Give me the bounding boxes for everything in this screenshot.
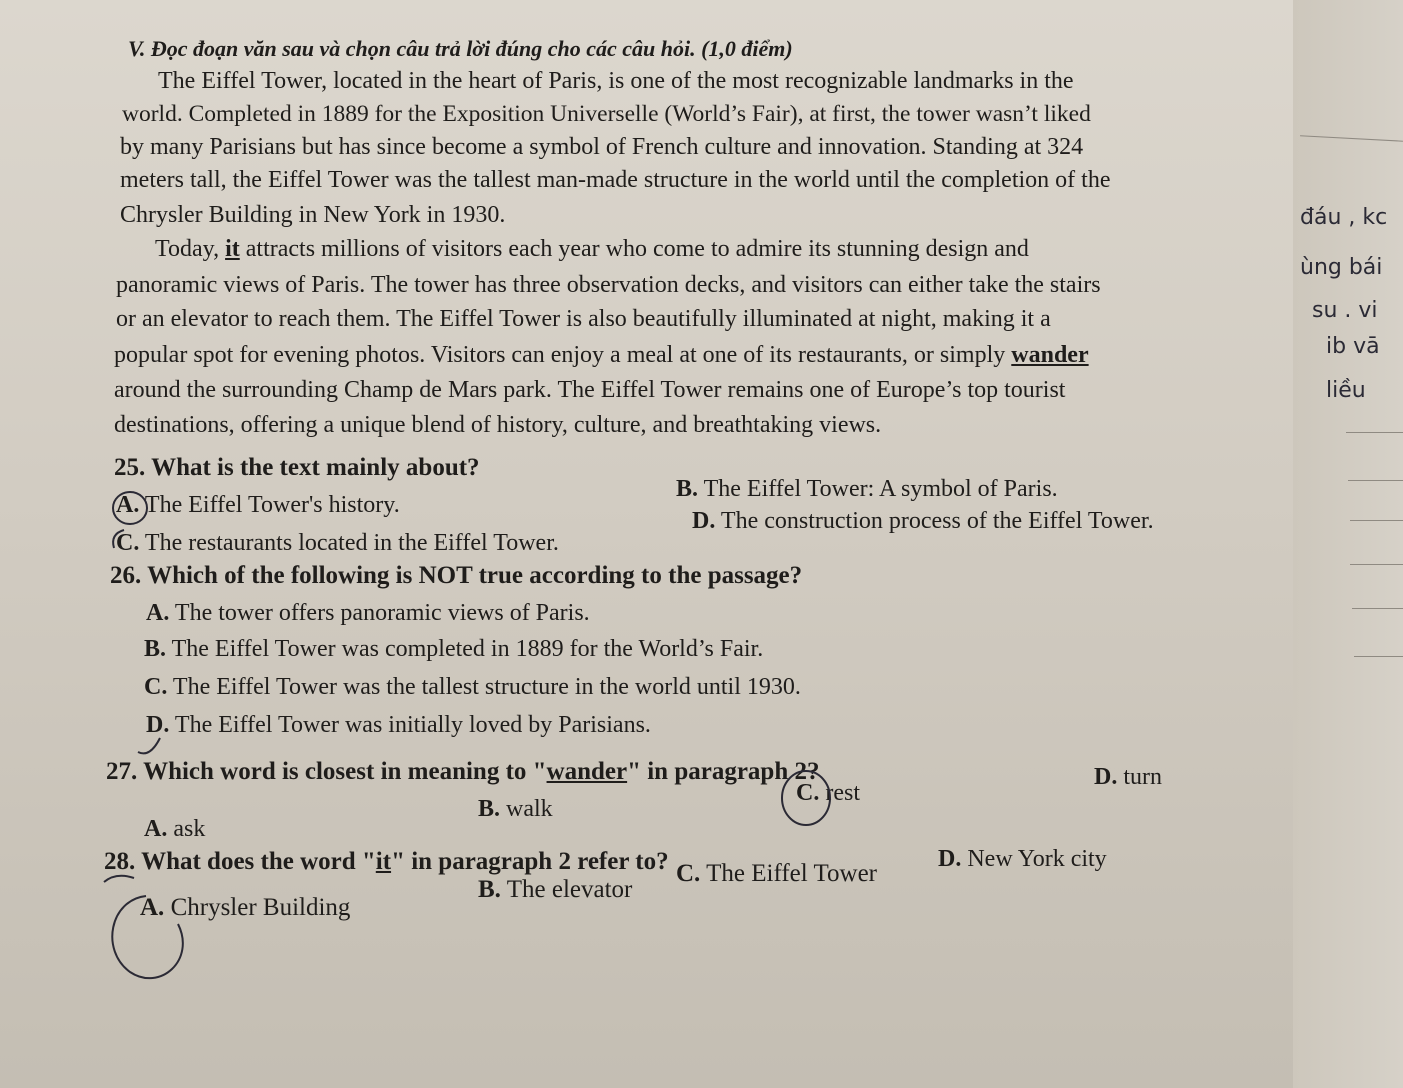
option-text: ask (173, 816, 206, 842)
option-label: A. (144, 816, 168, 842)
option-text: The Eiffel Tower was the tallest structure in the world until 1930. (172, 674, 801, 700)
option-text: The restaurants located in the Eiffel Tower. (144, 530, 559, 556)
answer-circle-q25-a (113, 492, 147, 524)
passage-line: around the surrounding Champ de Mars park. The Eiffel Tower remains one of Europe’s top tourist (114, 377, 1066, 403)
answer-mark-q26-d (138, 738, 160, 753)
option-label: B. (478, 796, 501, 822)
passage-line: The Eiffel Tower, located in the heart of Paris, is one of the most recognizable landmarks in the (158, 68, 1074, 94)
option-label: A. (116, 492, 140, 518)
question-number: 28. (104, 848, 136, 875)
option-label: C. (796, 780, 820, 806)
question-stem: Which word is closest in meaning to " (143, 758, 547, 785)
passage-line: world. Completed in 1889 for the Exposition Universelle (World’s Fair), at first, the tower wasn’t liked (122, 101, 1091, 127)
answer-circle-q27-c (782, 771, 830, 825)
option-label: B. (144, 636, 167, 662)
option-label: C. (144, 674, 168, 700)
passage-text: popular spot for evening photos. Visitors can enjoy a meal at one of its restaurants, or simply (114, 342, 1012, 368)
question-stem: Which of the following is NOT true according to the passage? (147, 562, 803, 589)
question-number: 25. (114, 454, 146, 481)
question-stem: " in paragraph 2 refer to? (391, 848, 669, 875)
question-key-word: wander (546, 758, 628, 785)
option-text: The tower offers panoramic views of Paris. (174, 600, 590, 626)
passage-text: Today, (155, 236, 226, 262)
margin-note: ùng bái (1300, 255, 1383, 280)
option-label: C. (676, 860, 701, 887)
option-label: D. (692, 508, 716, 534)
option-label: A. (146, 600, 170, 626)
question-stem: " in paragraph 2? (627, 758, 820, 785)
passage-line: meters tall, the Eiffel Tower was the tallest man-made structure in the world until the completion of the (120, 167, 1111, 193)
question-stem: What is the text mainly about? (151, 454, 480, 481)
option-text: walk (506, 796, 553, 822)
question-number: 27. (106, 758, 138, 785)
option-text: New York city (967, 846, 1107, 872)
option-label: B. (676, 476, 699, 502)
option-label: D. (1094, 764, 1118, 790)
question-number: 26. (110, 562, 142, 589)
referent-word-it: it (225, 236, 240, 262)
option-text: Chrysler Building (170, 894, 351, 921)
vocab-word-wander: wander (1011, 342, 1089, 368)
passage-line: by many Parisians but has since become a symbol of French culture and innovation. Standing at 324 (120, 134, 1084, 160)
passage-line: panoramic views of Paris. The tower has three observation decks, and visitors can either take the stairs (116, 272, 1101, 298)
option-label: C. (116, 530, 140, 556)
passage-line: destinations, offering a unique blend of history, culture, and breathtaking views. (114, 412, 882, 438)
option-text: The Eiffel Tower was initially loved by Parisians. (174, 712, 651, 738)
option-text: The Eiffel Tower: A symbol of Paris. (703, 476, 1058, 502)
question-stem: What does the word " (141, 848, 376, 875)
option-label: A. (140, 894, 165, 921)
margin-note: ib vā (1326, 334, 1380, 359)
option-label: D. (146, 712, 170, 738)
section-heading: V. Đọc đoạn văn sau và chọn câu trả lời đúng cho các câu hỏi. (1,0 điểm) (128, 36, 793, 61)
option-text: turn (1123, 764, 1163, 790)
option-text: The Eiffel Tower's history. (144, 492, 400, 518)
option-text: The construction process of the Eiffel Tower. (720, 508, 1154, 534)
option-text: The Eiffel Tower was completed in 1889 for the World’s Fair. (171, 636, 764, 662)
passage-text: attracts millions of visitors each year who come to admire its stunning design and (239, 236, 1029, 262)
answer-mark-q28 (104, 876, 134, 882)
margin-note: su . vi (1312, 298, 1378, 323)
option-text: The elevator (506, 876, 633, 903)
option-text: rest (825, 780, 860, 806)
option-text: The Eiffel Tower (706, 860, 877, 887)
passage-line: or an elevator to reach them. The Eiffel Tower is also beautifully illuminated at night, making it a (116, 306, 1051, 332)
answer-mark-q25-c (113, 530, 124, 548)
passage-line: Chrysler Building in New York in 1930. (120, 202, 506, 228)
margin-note: đáu , kc (1300, 205, 1388, 230)
option-label: B. (478, 876, 501, 903)
margin-note: liều (1326, 378, 1366, 403)
answer-circle-q28-a (112, 896, 183, 978)
option-label: D. (938, 846, 962, 872)
question-key-word: it (375, 848, 392, 875)
